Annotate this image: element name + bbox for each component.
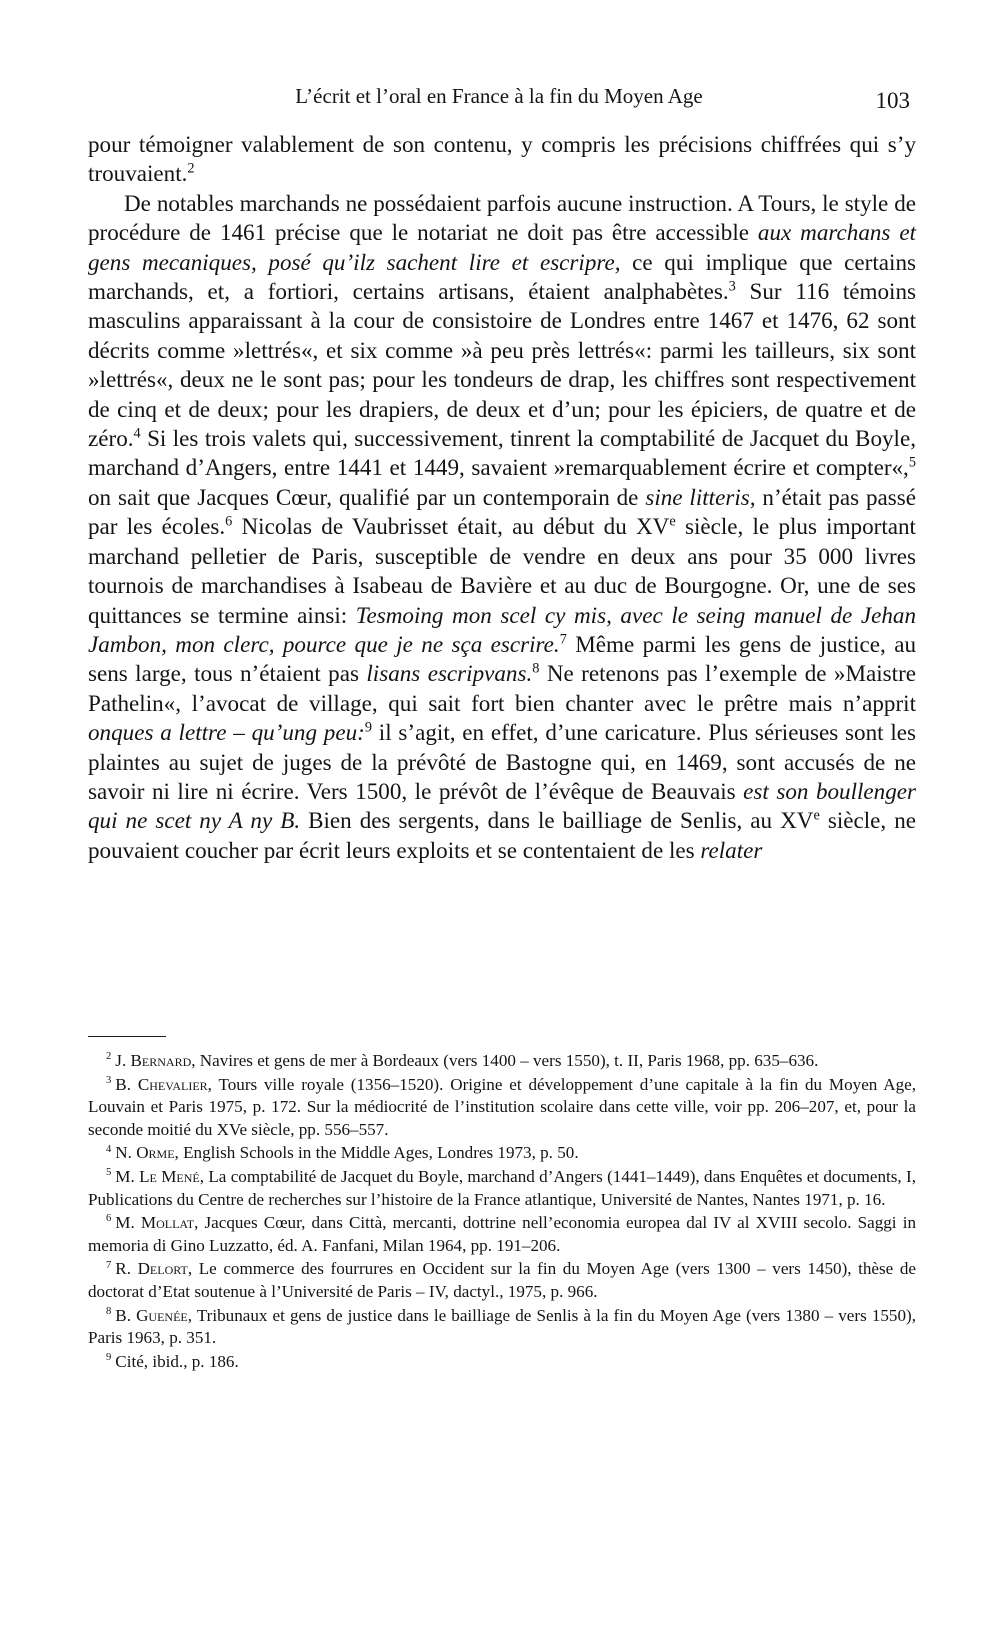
footnote-author: N. Orme, <box>115 1143 179 1163</box>
footnote-number: 4 <box>106 1143 112 1155</box>
page-number: 103 <box>875 88 910 113</box>
century-superscript: e <box>813 807 820 824</box>
quotation: relater <box>700 836 763 863</box>
footnote-text: La comptabilité de Jacquet du Boyle, marchand d’Angers (1441–1449), dans Enquêtes et documents, I, Publications du Centre de recherches sur l’histoire de la France atlantique, Université de Nantes, Nantes 1971, p. 16. <box>88 1166 916 1209</box>
footnote-author: M. Mollat, <box>115 1213 199 1233</box>
running-title: L’écrit et l’oral en France à la fin du Moyen Age <box>295 84 703 108</box>
text-run: n’était pas passé par les écoles. <box>88 483 916 540</box>
footnote <box>88 1258 916 1303</box>
footnote-text: Navires et gens de mer à Bordeaux (vers 1400 – vers 1550), t. II, Paris 1968, pp. 635–636. <box>195 1051 819 1070</box>
quotation: onques a lettre – qu’ung peu: <box>88 719 365 746</box>
quotation: aux marchans et gens mecaniques, posé qu’ilz sachent lire et escripre, <box>88 219 916 275</box>
footnote-number: 2 <box>106 1051 112 1063</box>
footnote-text: English Schools in the Middle Ages, Londres 1973, p. 50. <box>178 1143 579 1163</box>
footnote <box>88 1050 916 1073</box>
paragraph <box>88 130 916 189</box>
footnote-author: B. Chevalier, <box>115 1074 212 1094</box>
footnote <box>88 1351 916 1374</box>
footnote <box>88 1166 916 1211</box>
footnote-ref: 8 <box>532 660 540 677</box>
footnote-number: 7 <box>106 1259 112 1271</box>
century-superscript: e <box>669 513 676 530</box>
footnote-number: 3 <box>106 1074 112 1086</box>
text-run: il s’agit, en effet, d’une caricature. Plus sérieuses sont les plaintes au sujet de juges de la prévôté de Bastogne qui, en 1469, sont accusés de ne savoir ni lire ni écrire. Vers 1500, le prévôt de l’évêque de Beauvais <box>88 719 916 804</box>
footnote-text: Le commerce des fourrures en Occident sur la fin du Moyen Age (vers 1300 – vers 1450), thèse de doctorat d’Etat soutenue à l’Université de Paris – IV, dactyl., 1975, p. 966. <box>88 1259 916 1301</box>
footnote-separator <box>88 1036 166 1037</box>
quotation: lisans escripvans. <box>366 660 533 687</box>
footnote-ref: 2 <box>187 160 195 177</box>
running-head <box>84 82 914 116</box>
footnote-ref: 7 <box>559 631 567 648</box>
text-run: Sur 116 témoins masculins apparaissant à la cour de consistoire de Londres entre 1467 et 1476, 62 sont décrits comme »lettrés«, et six comme »à peu près lettrés«: parmi les tailleurs, six sont »lettrés«, deux ne le sont pas; pour les tondeurs de drap, les chiffres sont respectivement de cinq et de deux; pour les drapiers, de deux et d’un; pour les épiciers, de quatre et de zéro. <box>88 278 916 452</box>
text-run: Ne retenons pas l’exemple de »Maistre Pathelin«, l’avocat de village, qui sait fort bien chanter avec le prêtre mais n’apprit <box>88 660 917 716</box>
paragraph <box>88 189 916 865</box>
footnote-ref: 3 <box>728 278 736 295</box>
footnote-text: Jacques Cœur, dans Città, mercanti, dottrine nell’economia europea dal IV al XVIII secolo. Saggi in memoria di Gino Luzzatto, éd. A. Fanfani, Milan 1964, pp. 191–206. <box>88 1213 916 1255</box>
footnote-number: 5 <box>106 1167 112 1179</box>
text-run: pour témoigner valablement de son contenu, y compris les précisions chiffrées qui s’y trouvaient. <box>88 131 916 187</box>
footnote-ref: 9 <box>364 719 372 736</box>
footnote-text: Cité, ibid., p. 186. <box>115 1351 239 1371</box>
text-run: De notables marchands ne possédaient parfois aucune instruction. A Tours, le style de procédure de 1461 précise que le notariat ne doit pas être accessible <box>88 189 916 246</box>
text-run: ce qui implique que certains marchands, et, a fortiori, certains artisans, étaient analphabètes. <box>88 248 916 305</box>
footnote-author: B. Guenée, <box>115 1305 193 1325</box>
footnote-number: 8 <box>106 1305 112 1317</box>
quotation: sine litteris, <box>645 483 756 510</box>
footnote-author: J. Bernard, <box>115 1051 196 1070</box>
footnote-number: 9 <box>106 1352 112 1364</box>
text-run: Même parmi les gens de justice, au sens large, tous n’étaient pas <box>88 630 917 687</box>
footnote-text: Tours ville royale (1356–1520). Origine et développement d’une capitale à la fin du Moyen Age, Louvain et Paris 1975, p. 172. Sur la médiocrité de l’institution scolaire dans cette ville, voir pp. 206–207, et, pour la seconde moitié du XVe siècle, pp. 556–557. <box>88 1074 916 1139</box>
footnote-author: M. Le Mené, <box>115 1166 205 1186</box>
footnote <box>88 1212 916 1257</box>
footnote <box>88 1305 916 1350</box>
text-run: siècle, ne pouvaient coucher par écrit leurs exploits et se contentaient de les <box>88 807 916 863</box>
footnote <box>88 1142 916 1165</box>
body-text <box>88 130 916 865</box>
footnote-number: 6 <box>106 1213 112 1225</box>
footnote-ref: 5 <box>908 454 916 471</box>
quotation: est son boullenger qui ne scet ny A ny B. <box>88 777 916 834</box>
text-run: Si les trois valets qui, successivement, tinrent la comptabilité de Jacquet du Boyle, marchand d’Angers, entre 1441 et 1449, savaient »remarquablement écrire et compter«, <box>88 425 916 481</box>
text-run: Bien des sergents, dans le bailliage de Senlis, au XV <box>300 807 814 834</box>
footnote <box>88 1074 916 1142</box>
text-run: Nicolas de Vaubrisset était, au début du XV <box>232 513 670 540</box>
text-run: on sait que Jacques Cœur, qualifié par un contemporain de <box>88 483 646 510</box>
footnote-ref: 6 <box>225 513 233 530</box>
footnote-ref: 4 <box>133 425 141 442</box>
footnotes <box>88 1050 916 1374</box>
quotation: Tesmoing mon scel cy mis, avec le seing manuel de Jehan Jambon, mon clerc, pource que je ne sça escrire. <box>88 601 916 657</box>
text-run: siècle, le plus important marchand pelletier de Paris, susceptible de vendre en deux ans pour 35 000 livres tournois de marchandises à Isabeau de Bavière et au duc de Bourgogne. Or, une de ses quittances se termine ainsi: <box>88 513 916 628</box>
footnote-author: R. Delort, <box>115 1259 193 1279</box>
footnote-text: Tribunaux et gens de justice dans le bailliage de Senlis à la fin du Moyen Age (vers 1380 – vers 1550), Paris 1963, p. 351. <box>88 1305 916 1348</box>
